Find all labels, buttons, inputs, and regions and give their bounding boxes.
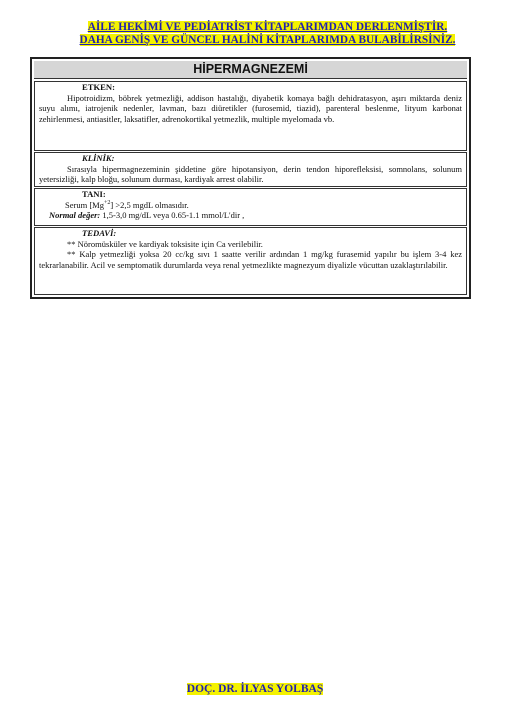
- banner-line-2: DAHA GENİŞ VE GÜNCEL HALİNİ KİTAPLARIMDA BULABİLİRSİNİZ.: [79, 34, 456, 46]
- serum-line: [35, 200, 466, 211]
- banner-line-1: AİLE HEKİMİ VE PEDİATRİST KİTAPLARIMDAN DERLENMİŞTİR.: [87, 21, 448, 33]
- normal-label: Normal değer:: [49, 210, 101, 220]
- klinik-text: Sırasıyla hipermagnezeminin şiddetine göre hipotansiyon, derin tendon hiporefleksisi, somnolans, solunum yetersizliği, kalp bloğu, solunum durması, kardiyak arrest olabilir.: [39, 163, 462, 184]
- document-box: [30, 57, 471, 299]
- normal-value-line: [35, 210, 466, 221]
- etken-text: Hipotroidizm, böbrek yetmezliği, addison hastalığı, diyabetik komaya bağlı dehidratasyon, aşırı miktarda deniz suyu alımı, iatrojenik nedenler, lavman, bazı diüretikler (furosemid, tiazid), parenteral beslenme, lityum karbonat zehirlenmesi, antiasitler, laksatifler, adrenokortikal yetmezlik, multiple myelomada vb.: [39, 92, 462, 124]
- tedavi-item-2: ** Kalp yetmezliği yoksa 20 cc/kg sıvı 1 saatte verilir ardından 1 mg/kg furasemid yapılır bu işlem 3-4 kez tekrarlanabilir. Acil ve semptomatik durumlarda veya renal yetmezlikte magnezyum diyalizle vücuttan uzaklaştırılabilir.: [39, 249, 462, 270]
- tedavi-item-1: ** Nöromüsküler ve kardiyak toksisite için Ca verilebilir.: [67, 238, 263, 249]
- tedavi-section: [34, 227, 467, 295]
- author-footer: [0, 683, 510, 695]
- serum-sup: +2: [103, 199, 111, 206]
- tani-heading: TANI:: [82, 189, 106, 199]
- normal-value: 1,5-3,0 mg/dL veya 0.65-1.1 mmol/L'dir ,: [100, 210, 245, 220]
- tani-section: [34, 188, 467, 226]
- klinik-section: [34, 152, 467, 187]
- etken-section: [34, 81, 467, 151]
- header-banner: [60, 21, 475, 47]
- klinik-heading: KLİNİK:: [82, 153, 115, 163]
- serum-suffix: ] >2,5 mgdL olmasıdır.: [110, 199, 189, 210]
- author-name: DOÇ. DR. İLYAS YOLBAŞ: [186, 683, 324, 695]
- serum-prefix: Serum [Mg: [65, 199, 104, 210]
- page-title: HİPERMAGNEZEMİ: [34, 61, 467, 79]
- etken-heading: ETKEN:: [82, 82, 115, 92]
- tedavi-heading: TEDAVİ:: [82, 228, 117, 238]
